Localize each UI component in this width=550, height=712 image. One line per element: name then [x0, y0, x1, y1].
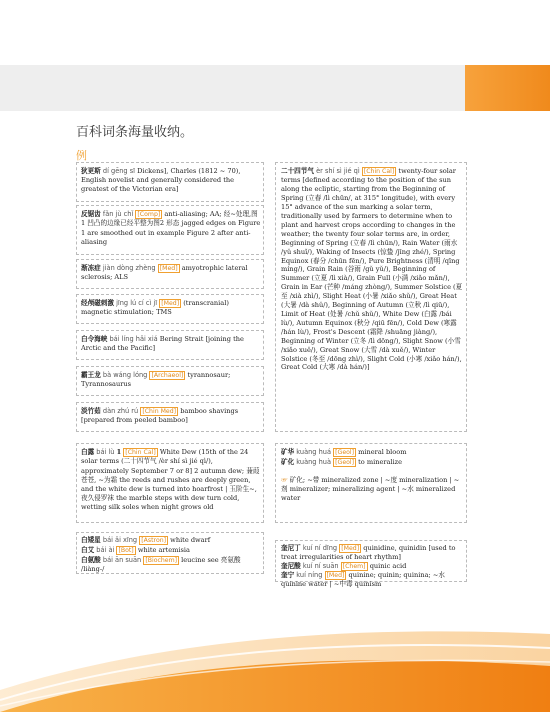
entry-bering: 白令海峡 bái líng hǎi xiá Bering Strait [joining the Arctic and the Pacific] — [81, 335, 244, 353]
entry-ershisi: 二十四节气 èr shí sì jié qì [Chin Cal] twenty-four solar terms [defined according to the position of the sun along the ecliptic, starting from the Beginning of Spring (立春 /lì chūn/, at 315° longitude), with every 15° advance of the sun marking a solar term, traditionally used by farmers to determine when to plant and harvest crops according to changes in the weather; the twenty four solar terms are, in order, Beginning of Spring (立春 /lì chūn/), Rain Water (雨水 /yǔ shuǐ/), Waking of Insects (惊蛰 /jīng zhé/), Spring Equinox (春分 /chūn fēn/), Pure Brightness (清明 /qīng míng/), Grain Rain (谷雨 /gǔ yǔ/), Beginning of Summer (立夏 /lì xià/), Grain Full (小满 /xiǎo mǎn/), Grain in Ear (芒种 /máng zhòng/), Summer Solstice (夏至 /xià zhì/), Slight Heat (小暑 /xiǎo shǔ/), Great Heat (大暑 /dà shǔ/), Beginning of Autumn (立秋 /lì qiū/), Limit of Heat (处暑 /chǔ shǔ/), White Dew (白露 /bái lù/), Autumn Equinox (秋分 /qiū fēn/), Cold Dew (寒露 /hán lù/), Frost's Descent (霜降 /shuāng jiàng/), Beginning of Winter (立冬 /lì dōng/), Slight Snow (小雪 /xiǎo xuě/), Great Snow (大雪 /dà xuě/), Winter Solstice (冬至 /dōng zhì/), Slight Cold (小寒 /xiǎo hán/), Great Cold (大寒 /dà hán/)] — [281, 167, 463, 372]
entry-dickens: 狄更斯 dí gēng sī Dickens], Charles (1812 ~ 70), English novelist and generally considered the greatest of the Victorian era] — [81, 167, 241, 194]
example-arrow-icon: ☞ — [281, 476, 288, 484]
entry-box-bering — [76, 330, 264, 360]
entry-baiai: 白矮星 bái ǎi xīng [Astron] white dwarf — [81, 536, 211, 544]
entry-box-tyranno — [76, 366, 264, 396]
header-band — [0, 65, 465, 111]
entry-box-jinglu — [76, 294, 264, 324]
page-title: 百科词条海量收纳。 — [76, 125, 194, 140]
entry-box-bailu — [76, 443, 264, 523]
entry-tyranno: 霸王龙 bà wáng lóng [Archaeol] tyrannosaur; Tyrannosaurus — [81, 371, 231, 389]
entry-jiandong: 渐冻症 jiàn dòng zhèng [Med] amyotrophic lateral sclerosis; ALS — [81, 264, 248, 282]
entry-kuanghua-examples: ☞ 矿化; ~带 mineralized zone | ~度 mineralization | ~剂 mineralizer; mineralizing agent | ~水 mineralized water — [281, 476, 460, 503]
entry-danzhu: 淡竹茹 dàn zhú rú [Chin Med] bamboo shavings [prepared from peeled bamboo] — [81, 407, 239, 425]
entry-jinglu: 经颅磁刺激 jīng lú cí cì jī [Med] (transcranial) magnetic stimulation; TMS — [81, 299, 229, 317]
entry-kuinsuan: 奎尼酸 kuí ní suān [Chem] quinic acid — [281, 562, 407, 570]
entry-fanjuchi: 反锯齿 fǎn jù chǐ [Comp] anti-aliasing; AA; 经~处理,图1 凹凸的边缘已经平整为图2 形态 jagged edges on Figure 1 are smoothed out in example Figure 2 after anti-aliasing — [81, 210, 261, 246]
entry-box-jiandong — [76, 259, 264, 289]
header-accent-band — [465, 65, 550, 111]
bottom-wave-decoration — [0, 582, 550, 712]
entry-box-kui — [275, 540, 467, 589]
entry-box-kuang — [275, 443, 467, 523]
entry-box-bai — [76, 532, 264, 574]
entry-box-ershisi — [275, 162, 467, 432]
entry-bailu: 白露 bái lù 1 [Chin Cal] White Dew (15th of the 24 solar terms (二十四节气 /èr shí sì jié qì/), approximately September 7 or 8] 2 autumn dew; 蒹葭苍苍, ~为霜 the reeds and rushes are deeply green, and the white dew is turned into hoarfrost | 玉阶生~, 夜久侵罗袜 the marble steps with dew turn cold, wetting silk soles when night grows old — [81, 448, 260, 511]
entry-box-dickens — [76, 162, 264, 202]
entry-kuining: 奎宁 kuí níng [Med] quinine; quinin; quinina; ~水 quinine water | ~中毒 quinism — [281, 571, 445, 589]
entry-kuinding: 奎尼丁 kuí ní dīng [Med] quinidine, quinidin [used to treat irregularities of heart rhythm] — [281, 544, 456, 562]
entry-bailiang: 白氨酸 bái ān suān [Biochem] leucine see 亮氨酸 /liàng-/ — [81, 556, 241, 574]
entry-box-danzhu — [76, 402, 264, 432]
entry-baiwen: 白艾 bái ài [Bot] white artemisia — [81, 546, 190, 554]
entry-kuanghua: 矿华 kuàng huá [Geol] mineral bloom — [281, 448, 407, 456]
example-label: 例 — [76, 149, 87, 162]
entry-kuanghua2: 矿化 kuàng huà [Geol] to mineralize — [281, 458, 403, 466]
entry-box-fanjuchi — [76, 205, 264, 255]
